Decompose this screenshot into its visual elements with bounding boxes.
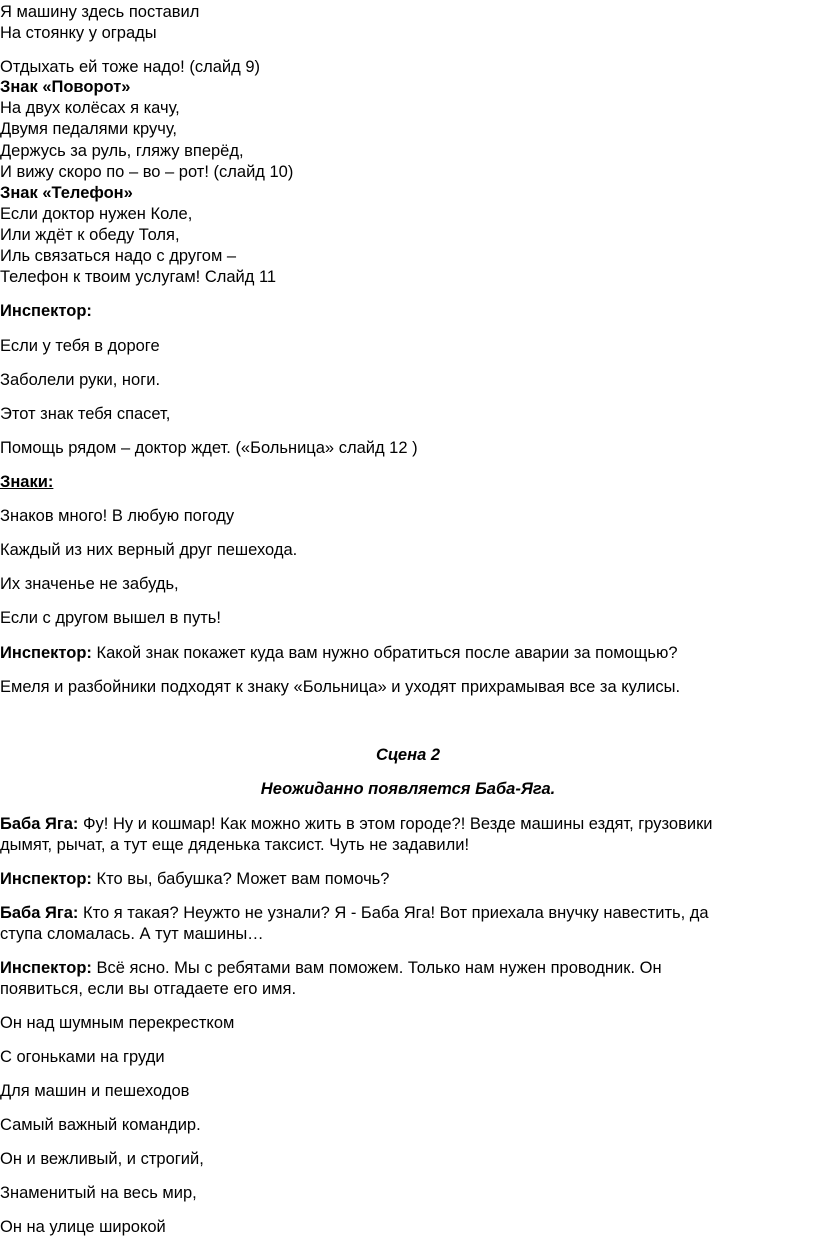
verse-line: Их значенье не забудь, xyxy=(0,575,179,593)
inspector-label: Инспектор: xyxy=(0,302,92,320)
verse-line: Иль связаться надо с другом – xyxy=(0,247,237,265)
verse-line: Если с другом вышел в путь! xyxy=(0,609,221,627)
verse-line: Или ждёт к обеду Толя, xyxy=(0,226,180,244)
speech: Кто я такая? Неужто не узнали? Я - Баба Яга! Вот приехала внучку навестить, да xyxy=(78,904,709,922)
riddle-line: Знаменитый на весь мир, xyxy=(0,1184,197,1202)
dialogue-line xyxy=(0,958,662,978)
speech: Кто вы, бабушка? Может вам помочь? xyxy=(91,870,390,888)
dialogue-line-cont: ступа сломалась. А тут машины… xyxy=(0,925,264,943)
speaker: Инспектор: xyxy=(0,644,92,662)
riddle-line: Он и вежливый, и строгий, xyxy=(0,1150,204,1168)
signs-label: Знаки: xyxy=(0,473,54,491)
sign-phone-title: Знак «Телефон» xyxy=(0,184,133,202)
verse-line: И вижу скоро по – во – рот! (слайд 10) xyxy=(0,163,294,181)
scene-title: Сцена 2 xyxy=(375,746,441,764)
speaker: Инспектор: xyxy=(0,959,92,977)
speech: Всё ясно. Мы с ребятами вам поможем. Только нам нужен проводник. Он xyxy=(91,959,662,977)
riddle-line: Самый важный командир. xyxy=(0,1116,201,1134)
verse-line: Знаков много! В любую погоду xyxy=(0,507,235,525)
stage-note: Емеля и разбойники подходят к знаку «Больница» и уходят прихрамывая все за кулисы. xyxy=(0,678,681,696)
dialogue-line-cont: появиться, если вы отгадаете его имя. xyxy=(0,980,297,998)
riddle-line: Для машин и пешеходов xyxy=(0,1082,190,1100)
verse-line: Каждый из них верный друг пешехода. xyxy=(0,541,298,559)
verse-line: Этот знак тебя спасет, xyxy=(0,405,171,423)
speech: Какой знак покажет куда вам нужно обратиться после аварии за помощью? xyxy=(91,644,678,662)
verse-line: Помощь рядом – доктор ждет. («Больница» слайд 12 ) xyxy=(0,439,418,457)
verse-line: На двух колёсах я качу, xyxy=(0,99,180,117)
speaker: Инспектор: xyxy=(0,870,92,888)
dialogue-line xyxy=(0,643,678,663)
verse-line: Двумя педалями кручу, xyxy=(0,120,178,138)
dialogue-line xyxy=(0,814,713,834)
dialogue-line xyxy=(0,903,709,923)
verse-line: Заболели руки, ноги. xyxy=(0,371,161,389)
verse-line: Я машину здесь поставил xyxy=(0,3,200,21)
speech: Фу! Ну и кошмар! Как можно жить в этом городе?! Везде машины ездят, грузовики xyxy=(78,815,713,833)
riddle-line: С огоньками на груди xyxy=(0,1048,165,1066)
dialogue-line xyxy=(0,869,389,889)
verse-line: Отдыхать ей тоже надо! (слайд 9) xyxy=(0,58,260,76)
riddle-line: Он на улице широкой xyxy=(0,1218,166,1236)
sign-turn-title: Знак «Поворот» xyxy=(0,78,131,96)
verse-line: На стоянку у ограды xyxy=(0,24,157,42)
scene-subtitle: Неожиданно появляется Баба-Яга. xyxy=(260,780,556,798)
speaker: Баба Яга: xyxy=(0,815,79,833)
dialogue-line-cont: дымят, рычат, а тут еще дяденька таксист. Чуть не задавили! xyxy=(0,836,470,854)
speaker: Баба Яга: xyxy=(0,904,79,922)
verse-line: Телефон к твоим услугам! Слайд 11 xyxy=(0,268,277,286)
verse-line: Если у тебя в дороге xyxy=(0,337,160,355)
verse-line: Если доктор нужен Коле, xyxy=(0,205,193,223)
verse-line: Держусь за руль, гляжу вперёд, xyxy=(0,142,244,160)
riddle-line: Он над шумным перекрестком xyxy=(0,1014,235,1032)
